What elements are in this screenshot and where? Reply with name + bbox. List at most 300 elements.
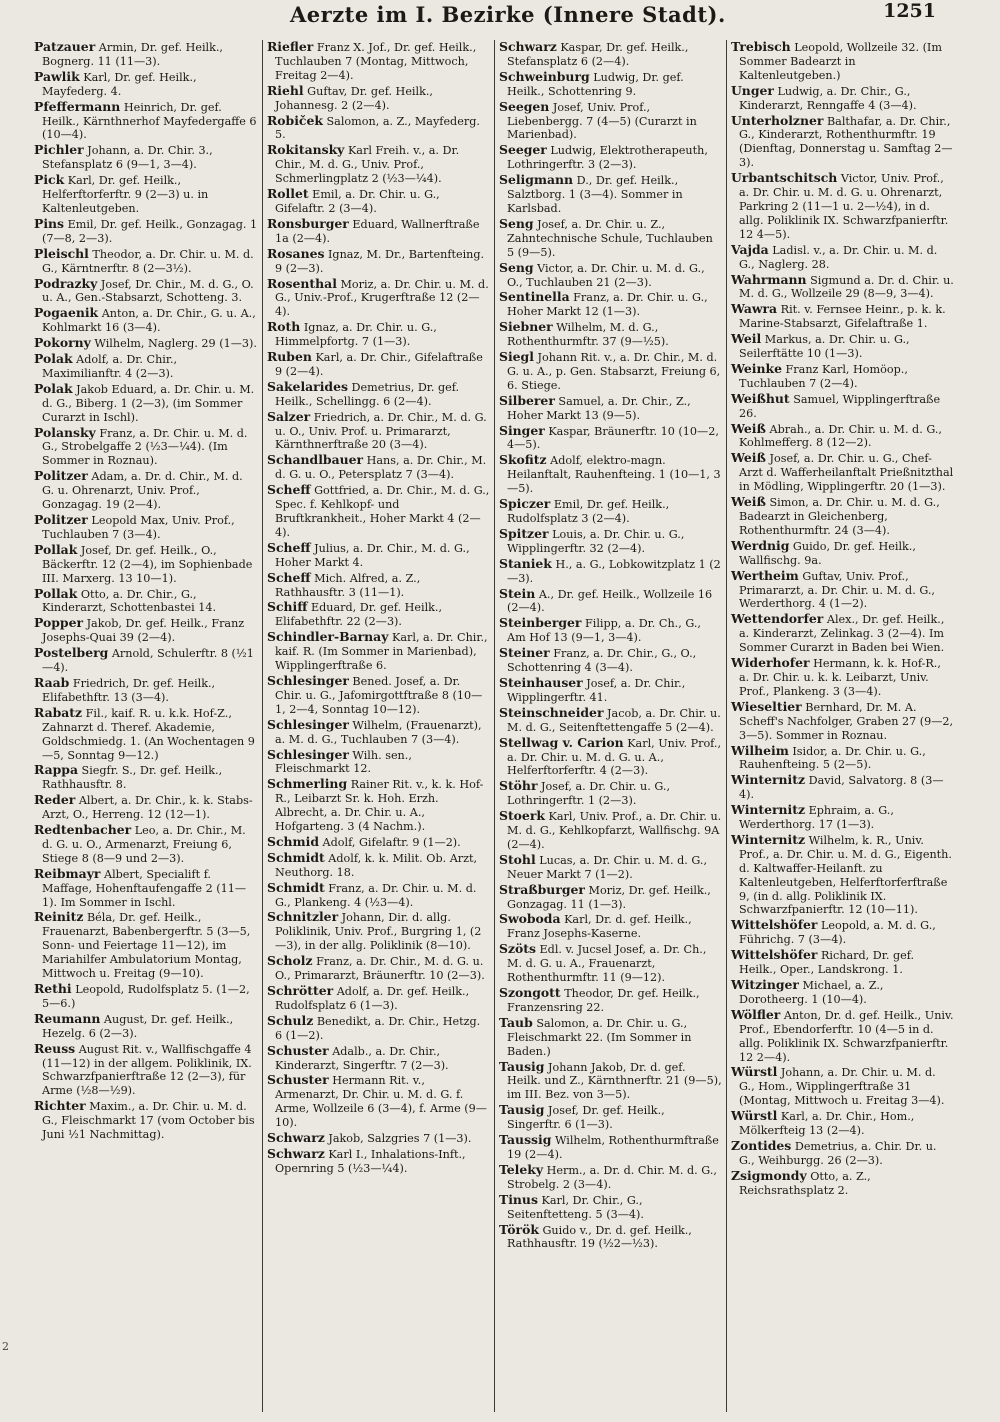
physician-details: H., a. G., Lobkowitzplatz 1 (2—3). <box>507 557 721 585</box>
physician-name: Schmid <box>267 833 319 849</box>
physician-name: Török <box>499 1221 539 1237</box>
physician-name: Scheff <box>267 569 311 585</box>
physician-details: Ladisl. v., a. Dr. Chir. u. M. d. G., Naglerg. 28. <box>739 243 938 271</box>
directory-entry <box>499 394 722 423</box>
physician-name: Schiff <box>267 599 308 615</box>
physician-name: Trebisch <box>731 40 791 54</box>
directory-entry <box>267 674 490 717</box>
physician-name: Steinhauser <box>499 674 583 690</box>
physician-name: Podrazky <box>34 275 98 291</box>
physician-name: Teleky <box>499 1161 544 1177</box>
physician-details: Josef, Univ. Prof., Liebenbergg. 7 (4—5) (Curarzt in Marienbad). <box>507 100 697 142</box>
physician-name: Rabatz <box>34 704 83 720</box>
physician-details: Ephraim, a. G., Werderthorg. 17 (1—3). <box>739 804 894 832</box>
directory-entry <box>267 984 490 1013</box>
directory-entry <box>267 1014 490 1043</box>
directory-entry <box>34 143 258 172</box>
physician-name: Steinschneider <box>499 704 604 720</box>
physician-details: Leopold, Rudolfsplatz 5. (1—2, 5—6.) <box>42 983 250 1010</box>
physician-name: Weißhut <box>731 390 790 406</box>
physician-details: Bernhard, Dr. M. A. Scheff's Nachfolger, Graben 27 (9—2, 3—5). Sommer in Roznau. <box>739 700 954 742</box>
physician-details: Josef, Dr. gef. Heilk., Singerftr. 6 (1—3). <box>507 1104 665 1132</box>
physician-details: Albert, Specialift f. Maffage, Hohenftaufengaffe 2 (11—1). Im Sommer in Ischl. <box>42 867 247 909</box>
physician-details: A., Dr. gef. Heilk., Wollzeile 16 (2—4). <box>507 587 713 615</box>
physician-name: Seng <box>499 215 534 231</box>
physician-name: Taub <box>499 1014 533 1030</box>
directory-entry <box>34 616 258 645</box>
physician-name: Szöts <box>499 941 536 957</box>
physician-details: Franz, a. Dr. Chir. u. M. d. G., Strobelgaffe 2 (½3—¼4). (Im Sommer in Roznau). <box>42 426 248 468</box>
directory-entry <box>731 539 954 568</box>
physician-name: Reumann <box>34 1010 101 1026</box>
physician-details: Moriz, Dr. gef. Heilk., Gonzagag. 11 (1—3). <box>507 883 711 911</box>
directory-entry <box>34 513 258 542</box>
physician-name: Straßburger <box>499 881 585 897</box>
physician-details: Victor, Univ. Prof., a. Dr. Chir. u. M. d. G. u. Ohrenarzt, Parkring 2 (11—1 u. 2—½4), in d. allg. Poliklinik IX. Schwarzfpanierftr. 12 4—5). <box>739 172 949 241</box>
directory-entry <box>499 616 722 645</box>
directory-entry <box>34 982 258 1011</box>
physician-name: Schmerling <box>267 776 348 792</box>
physician-details: Filipp, a. Dr. Ch., G., Am Hof 13 (9—1, 3—4). <box>507 617 701 645</box>
physician-name: Schlesinger <box>267 672 349 688</box>
directory-entry <box>731 833 954 917</box>
physician-details: Guido v., Dr. d. gef. Heilk., Rathhausftr. 19 (½2—½3). <box>507 1223 692 1251</box>
directory-entry <box>499 497 722 526</box>
directory-entry <box>731 243 954 272</box>
directory-entry <box>34 247 258 276</box>
physician-details: Rainer Rit. v., k. k. Hof-R., Leibarzt Sr. k. Hoh. Erzh. Albrecht, a. Dr. Chir. u. A., Hofgarteng. 3 (4 Nachm.). <box>275 778 484 834</box>
page-title: Aerzte im I. Bezirke (Innere Stadt). <box>290 2 726 27</box>
physician-details: Adolf, elektro-magn. Heilanftalt, Rauhenfteing. 1 (10—1, 3—5). <box>507 454 721 496</box>
physician-name: Wittelshöfer <box>731 947 818 963</box>
directory-entry <box>731 422 954 451</box>
directory-entry <box>731 451 954 494</box>
physician-name: Sakelarides <box>267 378 348 394</box>
physician-details: Siegfr. S., Dr. gef. Heilk., Rathhausftr. 8. <box>42 764 223 792</box>
physician-details: Eduard, Wallnerftraße 1a (2—4). <box>275 217 480 245</box>
physician-name: Redtenbacher <box>34 822 132 838</box>
physician-details: Kaspar, Bräunerftr. 10 (10—2, 4—5). <box>507 424 719 452</box>
directory-entry <box>267 217 490 246</box>
physician-details: Adolf, a. Dr. Chir., Maximilianftr. 4 (2—3). <box>42 353 178 380</box>
physician-name: Stohl <box>499 851 536 867</box>
physician-details: Adam, a. Dr. d. Chir., M. d. G. u. Ohrenarzt, Univ. Prof., Gonzagag. 19 (2—4). <box>42 470 243 512</box>
physician-details: Josef, a. Dr. Chir., Wipplingerftr. 41. <box>507 676 686 704</box>
physician-name: Reibmayr <box>34 865 101 881</box>
physician-name: Staniek <box>499 555 552 571</box>
directory-entry <box>34 382 258 425</box>
directory-entry <box>499 40 722 69</box>
physician-details: Karl, a. Dr. Chir., Hom., Mölkerfteig 13 (2—4). <box>739 1110 915 1138</box>
directory-entry <box>731 612 954 655</box>
directory-entry <box>499 453 722 496</box>
directory-entry <box>499 320 722 349</box>
directory-entry <box>731 114 954 171</box>
directory-entry <box>731 495 954 538</box>
directory-entry <box>267 541 490 570</box>
physician-details: Markus, a. Dr. Chir. u. G., Seilerftätte 10 (1—3). <box>739 333 910 361</box>
directory-entry <box>34 217 258 246</box>
directory-entry <box>34 867 258 910</box>
physician-details: Béla, Dr. gef. Heilk., Frauenarzt, Babenbergerftr. 5 (3—5, Sonn- und Feiertage 11—12), im Mariahilfer Ambulatorium Montag, Mittwoch u. Freitag (9—10). <box>42 911 251 981</box>
physician-name: Rosanes <box>267 245 325 261</box>
directory-entry <box>267 1044 490 1073</box>
directory-entry <box>499 883 722 912</box>
physician-details: Friedrich, Dr. gef. Heilk., Elifabethftr. 13 (3—4). <box>42 676 216 704</box>
physician-details: Karl Freih. v., a. Dr. Chir., M. d. G., Univ. Prof., Schmerlingplatz 2 (½3—¼4). <box>275 144 460 186</box>
physician-name: Scheff <box>267 482 311 498</box>
physician-details: Theodor, a. Dr. Chir. u. M. d. G., Kärntnerftr. 8 (2—3½). <box>42 247 254 275</box>
directory-entry <box>34 823 258 866</box>
physician-name: Winternitz <box>731 802 806 818</box>
physician-details: Ignaz, M. Dr., Bartenfteing. 9 (2—3). <box>275 247 485 275</box>
physician-name: Pollak <box>34 585 78 601</box>
physician-name: Tausig <box>499 1058 545 1074</box>
physician-details: Kaspar, Dr. gef. Heilk., Stefansplatz 6 (2—4). <box>507 41 689 68</box>
physician-details: Richard, Dr. gef. Heilk., Oper., Landskrong. 1. <box>739 949 915 977</box>
physician-details: Demetrius, a. Chir. Dr. u. G., Weihburgg. 26 (2—3). <box>739 1139 937 1167</box>
directory-entry <box>34 1012 258 1041</box>
physician-name: Zsigmondy <box>731 1167 807 1183</box>
directory-entry <box>731 978 954 1007</box>
physician-name: Salzer <box>267 408 311 424</box>
physician-details: Guftav, Dr. gef. Heilk., Johannesg. 2 (2—4). <box>275 84 433 112</box>
directory-entry <box>731 392 954 421</box>
physician-name: Ruben <box>267 349 312 365</box>
directory-entry <box>267 453 490 482</box>
directory-entry <box>267 910 490 953</box>
physician-name: Weiß <box>731 494 766 510</box>
physician-name: Popper <box>34 615 83 631</box>
physician-name: Riehl <box>267 82 304 98</box>
directory-entry <box>499 350 722 393</box>
column-2 <box>262 40 494 1412</box>
physician-name: Pichler <box>34 142 84 158</box>
physician-name: Schlesinger <box>267 746 349 762</box>
physician-details: Gottfried, a. Dr. Chir., M. d. G., Spec. f. Kehlkopf- und Bruftkrankheit., Hoher Markt 4 (2—4). <box>275 484 490 539</box>
directory-entry <box>267 1147 490 1176</box>
physician-name: Urbantschitsch <box>731 170 838 186</box>
physician-details: Adolf, k. k. Milit. Ob. Arzt, Neuthorg. 18. <box>275 851 478 879</box>
physician-name: Schandlbauer <box>267 452 364 468</box>
physician-name: Pokorny <box>34 335 91 351</box>
physician-name: Spiczer <box>499 496 551 512</box>
directory-entry <box>731 1169 954 1198</box>
directory-entry <box>499 986 722 1015</box>
physician-details: Jacob, a. Dr. Chir. u. M. d. G., Seitenftettengaffe 5 (2—4). <box>507 706 721 734</box>
directory-entry <box>731 656 954 699</box>
physician-details: Alex., Dr. gef. Heilk., a. Kinderarzt, Zelinkag. 3 (2—4). Im Sommer Curarzt in Baden bei Wien. <box>739 613 945 655</box>
physician-details: Johann, a. Dr. Chir. u. M. d. G., Hom., Wipplingerftraße 31 (Montag, Mittwoch u. Freitag 3—4). <box>739 1066 945 1108</box>
physician-details: Ludwig, Dr. gef. Heilk., Schottenring 9. <box>507 70 684 98</box>
physician-name: Singer <box>499 422 545 438</box>
physician-name: Wittelshöfer <box>731 917 818 933</box>
physician-details: Sigmund a. Dr. d. Chir. u. M. d. G., Wollzeile 29 (8—9, 3—4). <box>739 273 954 301</box>
physician-name: Pawlik <box>34 68 80 84</box>
physician-name: Pick <box>34 172 65 188</box>
directory-entry <box>499 646 722 675</box>
physician-name: Rollet <box>267 186 309 202</box>
physician-name: Pins <box>34 215 65 231</box>
physician-details: Guftav, Univ. Prof., Primararzt, a. Dr. Chir. u. M. d. G., Werderthorg. 4 (1—2). <box>739 569 935 611</box>
physician-name: Richter <box>34 1098 86 1114</box>
directory-entry <box>499 527 722 556</box>
physician-name: Reinitz <box>34 909 84 925</box>
directory-entry <box>731 1065 954 1108</box>
physician-details: Wilhelm, Naglerg. 29 (1—3). <box>94 337 257 351</box>
directory-entry <box>34 543 258 586</box>
directory-entry <box>731 273 954 302</box>
column-1 <box>30 40 262 1412</box>
physician-name: Weil <box>731 331 762 347</box>
directory-entry <box>499 1163 722 1192</box>
physician-details: Karl, Dr. gef. Heilk., Helferftorferftr. 9 (2—3) u. in Kaltenleutgeben. <box>42 174 209 215</box>
physician-name: Rethi <box>34 981 72 996</box>
physician-details: Josef, a. Dr. Chir. u. G., Chef-Arzt d. Wafferheilanftalt Prießnitzthal in Mödling, Wipplingerftr. 20 (1—3). <box>739 452 954 494</box>
physician-details: Mich. Alfred, a. Z., Rathhausftr. 3 (11—1). <box>275 571 421 599</box>
directory-entry <box>267 571 490 600</box>
directory-entry <box>499 942 722 985</box>
directory-entry <box>731 948 954 977</box>
physician-name: Würstl <box>731 1108 778 1124</box>
physician-details: Isidor, a. Dr. Chir. u. G., Rauhenfteing. 5 (2—5). <box>739 744 926 772</box>
physician-name: Politzer <box>34 468 88 484</box>
directory-entry <box>267 718 490 747</box>
directory-entry <box>267 247 490 276</box>
directory-entry <box>731 40 954 83</box>
directory-entry <box>499 1016 722 1059</box>
directory-entry <box>267 410 490 453</box>
physician-details: Anton, a. Dr. Chir., G. u. A., Kohlmarkt 16 (3—4). <box>42 307 256 335</box>
physician-details: Wilhelm, Rothenthurmftraße 19 (2—4). <box>507 1134 719 1161</box>
physician-details: Salomon, a. Z., Mayfederg. 5. <box>275 114 480 142</box>
physician-details: Simon, a. Dr. Chir. u. M. d. G., Badearzt in Gleichenberg, Rothenthurmftr. 24 (3—4). <box>739 496 940 537</box>
physician-details: August Rit. v., Wallfischgaffe 4 (11—12) in der allgem. Poliklinik, IX. Schwarzfpanierftraße 12 (2—3), für Arme (½8—½9). <box>42 1042 252 1098</box>
directory-entry <box>499 173 722 216</box>
physician-details: Rit. v. Fernsee Heinr., p. k. k. Marine-Stabsarzt, Gifelaftraße 1. <box>739 303 946 331</box>
directory-entry <box>731 332 954 361</box>
physician-name: Polansky <box>34 424 96 440</box>
directory-entry <box>499 261 722 290</box>
directory-entry <box>731 773 954 802</box>
physician-details: Franz, a. Dr. Chir., M. d. G. u. O., Primararzt, Bräunerftr. 10 (2—3). <box>275 955 485 983</box>
physician-details: Hermann Rit. v., Armenarzt, Dr. Chir. u. M. d. G. f. Arme, Wollzeile 6 (3—4), f. Arme (9—10). <box>275 1074 487 1130</box>
physician-name: Spitzer <box>499 525 549 541</box>
physician-details: Louis, a. Dr. Chir. u. G., Wipplingerftr. 32 (2—4). <box>507 527 685 555</box>
physician-name: Wawra <box>731 301 778 317</box>
physician-name: Scheff <box>267 539 311 555</box>
directory-entry <box>34 910 258 981</box>
directory-entry <box>267 748 490 777</box>
physician-name: Szongott <box>499 985 561 1000</box>
physician-details: Karl I., Inhalations-Inft., Opernring 5 (½3—¼4). <box>275 1147 466 1175</box>
directory-entry <box>267 600 490 629</box>
directory-entry <box>267 380 490 409</box>
physician-name: Steinberger <box>499 615 582 631</box>
physician-details: Balthafar, a. Dr. Chir., G., Kinderarzt, Rothenthurmftr. 19 (Dienftag, Donnerstag u. Samftag 2—3). <box>739 114 953 170</box>
directory-entry <box>34 469 258 512</box>
physician-name: Schindler-Barnay <box>267 629 389 645</box>
physician-name: Pleischl <box>34 245 89 261</box>
physician-details: Wilhelm, (Frauenarzt), a. M. d. G., Tuchlauben 7 (3—4). <box>275 718 482 746</box>
column-3 <box>494 40 726 1412</box>
physician-name: Polak <box>34 380 73 396</box>
physician-name: Sentinella <box>499 289 570 305</box>
physician-name: Werdnig <box>731 537 790 553</box>
physician-name: Robiček <box>267 112 323 128</box>
physician-name: Widerhofer <box>731 655 810 671</box>
directory-entry <box>267 777 490 834</box>
physician-name: Schulz <box>267 1012 314 1028</box>
directory-entry <box>267 851 490 880</box>
physician-details: Otto, a. Z., Reichsrathsplatz 2. <box>739 1169 871 1197</box>
physician-details: Demetrius, Dr. gef. Heilk., Schellingg. 6 (2—4). <box>275 380 460 408</box>
physician-name: Schlesinger <box>267 716 349 732</box>
directory-entry <box>267 1073 490 1130</box>
physician-name: Schrötter <box>267 983 334 998</box>
physician-details: Leopold, a. M. d. G., Führichg. 7 (3—4). <box>739 919 936 947</box>
physician-name: Schwarz <box>267 1145 325 1161</box>
physician-details: Franz Karl, Homöop., Tuchlauben 7 (2—4). <box>739 362 908 390</box>
page-header <box>0 0 1000 32</box>
directory-entry <box>267 187 490 216</box>
directory-entry <box>731 171 954 242</box>
directory-entry <box>499 736 722 779</box>
physician-details: Benedikt, a. Dr. Chir., Hetzg. 6 (1—2). <box>275 1014 481 1042</box>
physician-name: Seegen <box>499 98 550 114</box>
physician-name: Stöhr <box>499 778 538 794</box>
physician-name: Scholz <box>267 953 313 969</box>
directory-entry <box>34 1099 258 1142</box>
physician-name: Skofitz <box>499 452 547 468</box>
physician-details: Karl, Dr. gef. Heilk., Mayfederg. 4. <box>42 70 197 98</box>
physician-details: Fil., kaif. R. u. k.k. Hof-Z., Zahnarzt d. Theref. Akademie, Goldschmiedg. 1. (An Wochentagen 9—5, Sonntag 9—12.) <box>42 706 255 762</box>
physician-name: Riefler <box>267 40 314 54</box>
physician-details: Moriz, a. Dr. Chir. u. M. d. G., Univ.-Prof., Krugerftraße 12 (2—4). <box>275 277 489 319</box>
physician-name: Unger <box>731 82 774 98</box>
directory-entry <box>267 954 490 983</box>
physician-details: Franz, a. Dr. Chir. u. G., Hoher Markt 12 (1—3). <box>507 291 708 319</box>
physician-details: Ludwig, Elektrotherapeuth, Lothringerftr. 3 (2—3). <box>507 144 708 172</box>
physician-name: Seng <box>499 259 534 275</box>
physician-name: Schwarz <box>267 1130 325 1146</box>
physician-details: Ignaz, a. Dr. Chir. u. G., Himmelpfortg. 7 (1—3). <box>275 321 437 349</box>
physician-details: Samuel, a. Dr. Chir., Z., Hoher Markt 13 (9—5). <box>507 394 691 422</box>
directory-entry <box>731 700 954 743</box>
physician-name: Schuster <box>267 1072 329 1088</box>
physician-name: Pogaenik <box>34 305 99 321</box>
physician-name: Roth <box>267 319 301 335</box>
directory-entry <box>34 277 258 306</box>
physician-details: Anton, Dr. d. gef. Heilk., Univ. Prof., Ebendorferftr. 10 (4—5 in d. allg. Poliklinik IX. Schwarzfpanierftr. 12 2—4). <box>739 1008 954 1064</box>
physician-name: Siebner <box>499 319 553 335</box>
directory-entry <box>267 483 490 540</box>
physician-details: Heinrich, Dr. gef. Heilk., Kärnthnerhof Mayfedergaffe 6 (10—4). <box>42 100 257 142</box>
directory-entry <box>499 676 722 705</box>
directory-entry <box>34 352 258 381</box>
physician-name: Rokitansky <box>267 142 345 158</box>
directory-entry <box>499 424 722 453</box>
physician-name: Wilheim <box>731 742 789 758</box>
physician-name: Reuss <box>34 1040 76 1056</box>
physician-name: Witzinger <box>731 977 799 992</box>
physician-details: Wilhelm, k. R., Univ. Prof., a. Dr. Chir. u. M. d. G., Eigenth. d. Kaltwaffer-Heilanft. zu Kaltenleutgeben, Helferftorferftraße 9, (in d. allg. Poliklinik IX. Schwarzfpanierftr. 12 (10—11). <box>739 833 952 917</box>
physician-name: Wertheim <box>731 567 799 583</box>
physician-details: Adolf, a. Dr. gef. Heilk., Rudolfsplatz 6 (1—3). <box>275 985 470 1012</box>
directory-entry <box>34 676 258 705</box>
physician-name: Schmidt <box>267 879 325 895</box>
directory-entry <box>499 290 722 319</box>
physician-details: Herm., a. Dr. d. Chir. M. d. G., Strobelg. 2 (3—4). <box>507 1163 717 1191</box>
directory-entry <box>731 803 954 832</box>
physician-details: Karl, Dr. d. gef. Heilk., Franz Josephs-Kaserne. <box>507 913 692 941</box>
physician-details: Maxim., a. Dr. Chir. u. M. d. G., Fleischmarkt 17 (vom October bis Juni ½1 Nachmittag). <box>42 1100 255 1142</box>
physician-name: Weinke <box>731 360 782 376</box>
physician-details: Jakob, Dr. gef. Heilk., Franz Josephs-Quai 39 (2—4). <box>42 617 245 645</box>
physician-name: Patzauer <box>34 40 96 54</box>
physician-details: Johann, Dir. d. allg. Poliklinik, Univ. Prof., Burgring 1, (2—3), in der allg. Poliklinik (8—10). <box>275 911 482 953</box>
physician-name: Schmidt <box>267 849 325 865</box>
physician-details: Emil, Dr. gef. Heilk., Rudolfsplatz 3 (2—4). <box>507 498 670 525</box>
physician-details: Guido, Dr. gef. Heilk., Wallfischg. 9a. <box>739 539 916 567</box>
physician-details: Jakob, Salzgries 7 (1—3). <box>328 1132 472 1146</box>
directory-entry <box>499 779 722 808</box>
directory-entry <box>267 40 490 83</box>
physician-details: Wilhelm, M. d. G., Rothenthurmftr. 37 (9—½5). <box>507 321 669 349</box>
directory-entry <box>267 277 490 320</box>
directory-entry <box>34 336 258 351</box>
physician-details: Ludwig, a. Dr. Chir., G., Kinderarzt, Renngaffe 4 (3—4). <box>739 84 917 112</box>
directory-entry <box>267 881 490 910</box>
physician-name: Pollak <box>34 541 78 557</box>
physician-details: Victor, a. Dr. Chir. u. M. d. G., O., Tuchlauben 21 (2—3). <box>507 261 705 289</box>
physician-details: Abrah., a. Dr. Chir. u. M. d. G., Kohlmefferg. 8 (12—2). <box>739 422 942 450</box>
physician-name: Politzer <box>34 512 88 527</box>
directory-entry <box>34 587 258 616</box>
physician-details: Adolf, Gifelaftr. 9 (1—2). <box>322 835 461 849</box>
directory-entry <box>34 173 258 216</box>
directory-entry <box>731 84 954 113</box>
physician-details: Josef, Dr. Chir., M. d. G., O. u. A., Gen.-Stabsarzt, Schotteng. 3. <box>42 277 254 305</box>
directory-entry <box>34 1042 258 1099</box>
physician-name: Stein <box>499 585 536 601</box>
physician-name: Winternitz <box>731 772 806 788</box>
directory-entry <box>731 744 954 773</box>
physician-name: Seeger <box>499 142 547 158</box>
physician-details: Bened. Josef, a. Dr. Chir. u. G., Jafomirgottftraße 8 (10—1, 2—4, Sonntag 10—12). <box>275 674 483 716</box>
directory-entry <box>499 1103 722 1132</box>
physician-name: Schwarz <box>499 40 557 54</box>
physician-details: Salomon, a. Dr. Chir. u. G., Fleischmarkt 22. (Im Sommer in Baden.) <box>507 1016 692 1058</box>
directory-entry <box>34 763 258 792</box>
physician-details: Leopold, Wollzeile 32. (Im Sommer Badearzt in Kaltenleutgeben.) <box>739 41 942 82</box>
directory-entry <box>499 853 722 882</box>
directory-entry <box>499 557 722 586</box>
margin-mark: 2 <box>2 1340 9 1353</box>
physician-details: Karl, a. Dr. Chir., kaif. R. (Im Sommer in Marienbad), Wipplingerftraße 6. <box>275 631 488 673</box>
physician-name: Silberer <box>499 392 555 408</box>
physician-details: Johann, a. Dr. Chir. 3., Stefansplatz 6 (9—1, 3—4). <box>42 144 213 172</box>
directory-entry <box>499 587 722 616</box>
directory-entry <box>499 1223 722 1252</box>
physician-name: Polak <box>34 351 73 367</box>
directory-entry <box>499 1193 722 1222</box>
physician-name: Weiß <box>731 450 766 466</box>
physician-details: Josef, Dr. gef. Heilk., O., Bäckerftr. 12 (2—4), im Sophienbade III. Marxerg. 13 10—1). <box>42 543 253 585</box>
physician-details: August, Dr. gef. Heilk., Hezelg. 6 (2—3). <box>42 1012 234 1040</box>
physician-details: Johann Rit. v., a. Dr. Chir., M. d. G. u. A., p. Gen. Stabsarzt, Freiung 6, 6. Stiege. <box>507 351 721 392</box>
physician-name: Tinus <box>499 1191 538 1207</box>
